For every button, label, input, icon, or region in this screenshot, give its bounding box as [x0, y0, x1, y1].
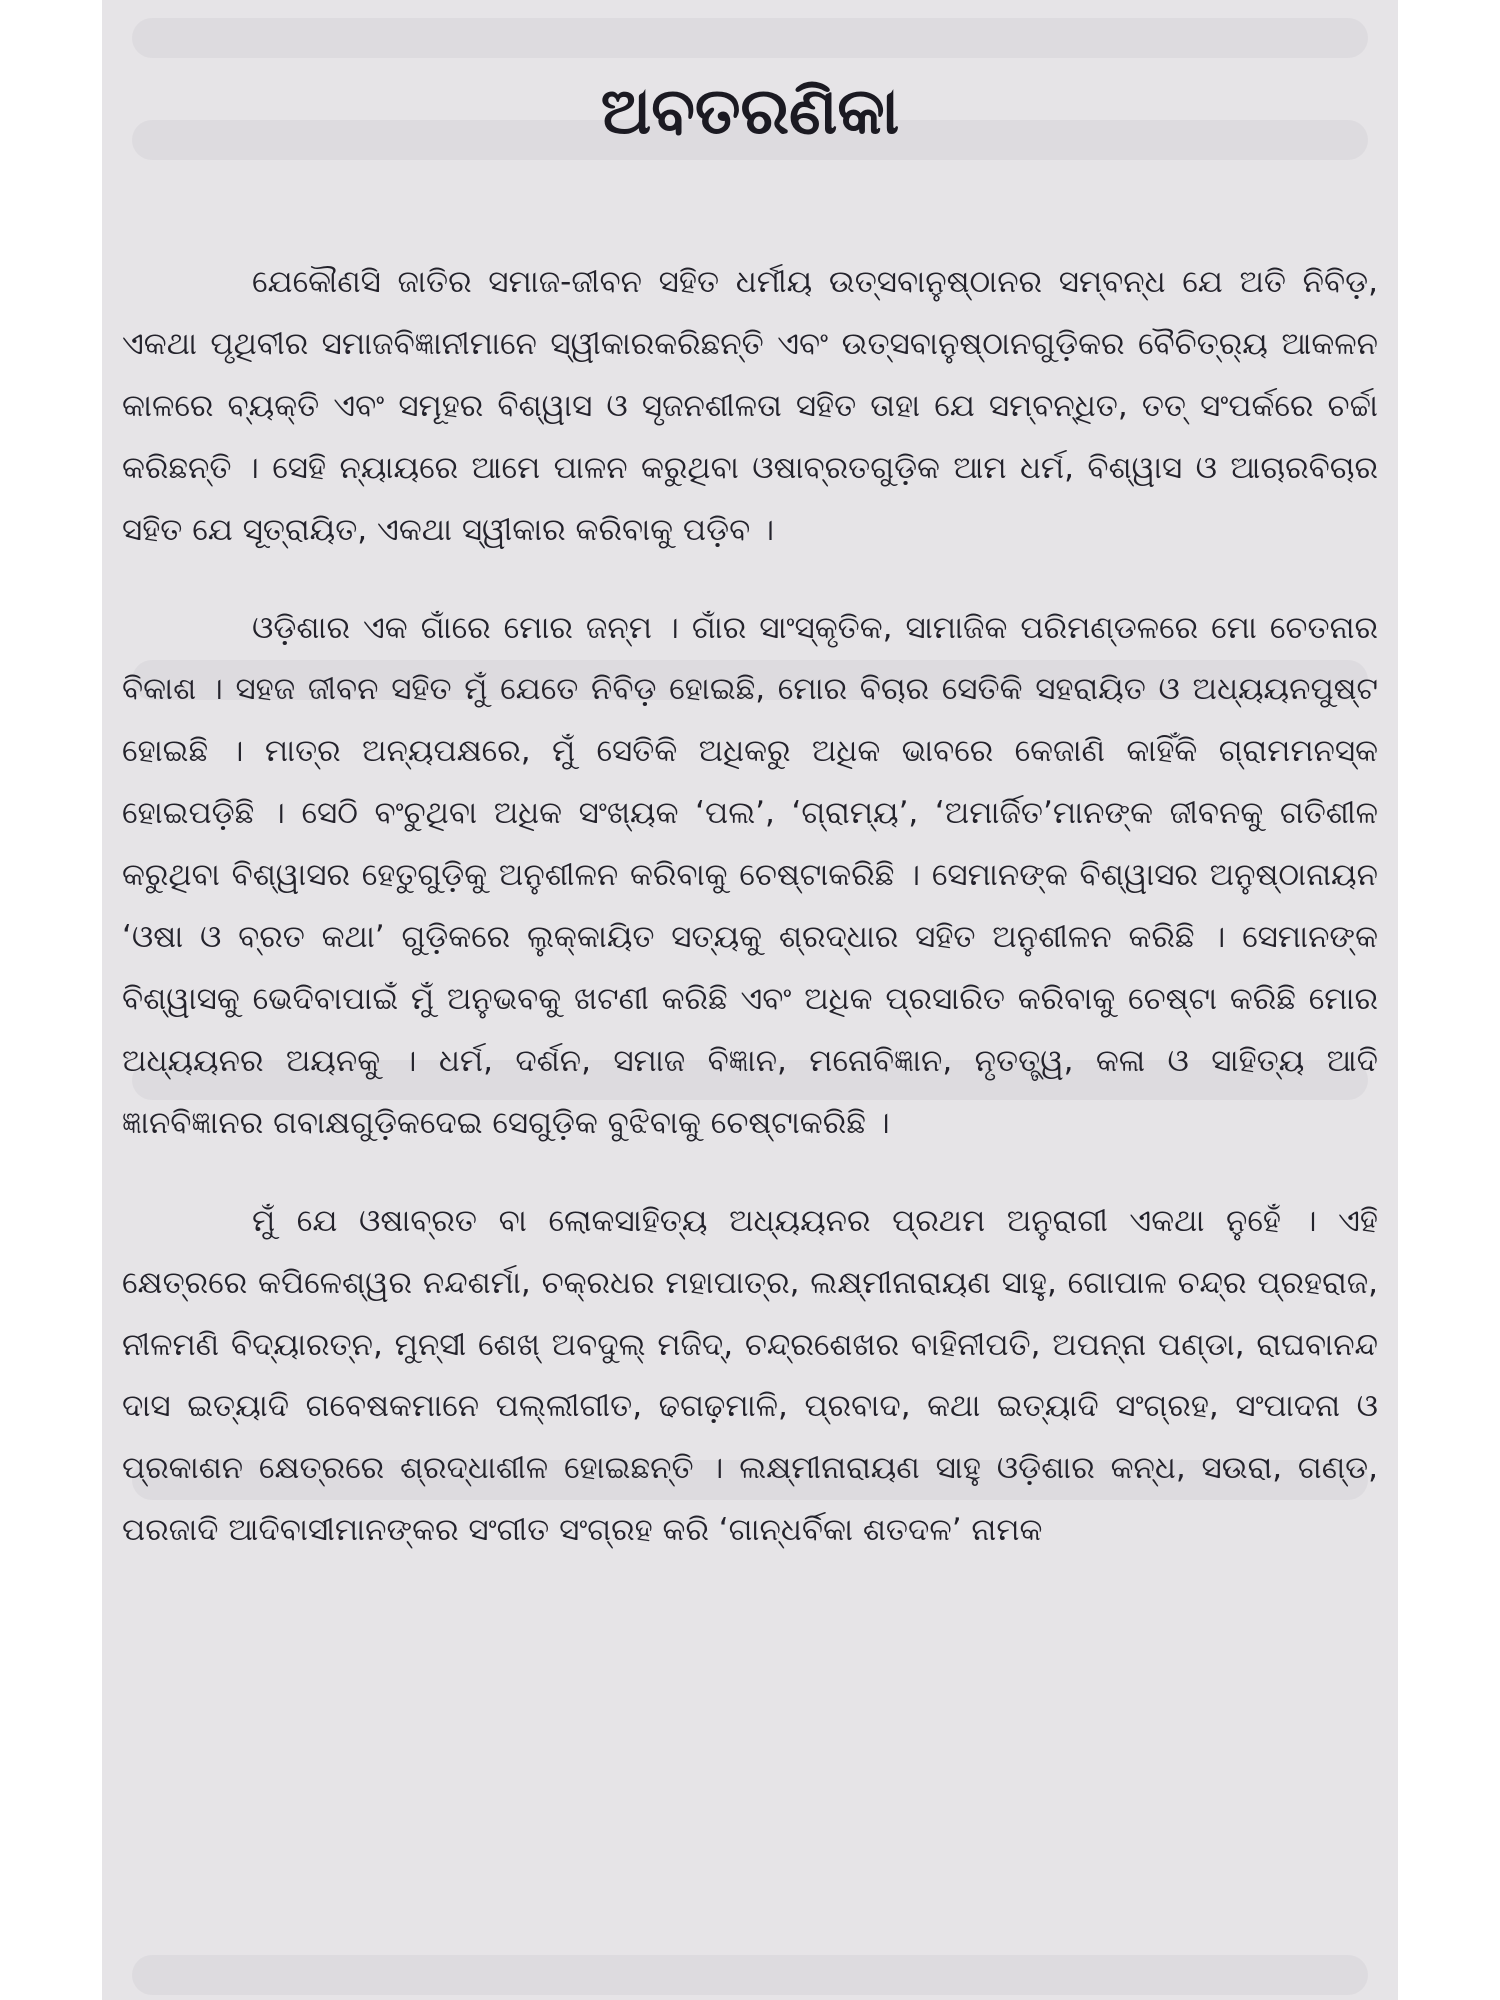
body-text: [122, 252, 1378, 1562]
bleed-through-texture: [132, 18, 1368, 58]
paragraph: ମୁଁ ଯେ ଓଷାବ୍ରତ ବା ଲୋକସାହିତ୍ୟ ଅଧ୍ୟୟନର ପ୍ରଥମ ଅନୁରାଗୀ ଏକଥା ନୁହେଁ । ଏହି କ୍ଷେତ୍ରରେ କପିଳେଶ୍ୱର ନନ୍ଦଶର୍ମା, ଚକ୍ରଧର ମହାପାତ୍ର, ଲକ୍ଷ୍ମୀନାରାୟଣ ସାହୁ, ଗୋପାଳ ଚନ୍ଦ୍ର ପ୍ରହରାଜ, ନୀଳମଣି ବିଦ୍ୟାରତ୍ନ, ମୁନ୍‌ସୀ ଶେଖ୍ ଅବଦୁଲ୍ ମଜିଦ୍, ଚନ୍ଦ୍ରଶେଖର ବାହିନୀପତି, ଅପନ୍ନା ପଣ୍ଡା, ରାଘବାନନ୍ଦ ଦାସ ଇତ୍ୟାଦି ଗବେଷକମାନେ ପଲ୍ଲୀଗୀତ, ଢଗଢ଼ମାଳି, ପ୍ରବାଦ, କଥା ଇତ୍ୟାଦି ସଂଗ୍ରହ, ସଂପାଦନା ଓ ପ୍ରକାଶନ କ୍ଷେତ୍ରରେ ଶ୍ରଦ୍ଧାଶୀଳ ହୋଇଛନ୍ତି । ଲକ୍ଷ୍ମୀନାରାୟଣ ସାହୁ ଓଡ଼ିଶାର କନ୍ଧ, ସଉରା, ଗଣ୍ଡ, ପରଜାଦି ଆଦିବାସୀମାନଙ୍କର ସଂଗୀତ ସଂଗ୍ରହ କରି ‘ଗାନ୍ଧର୍ବିକା ଶତଦଳ’ ନାମକ: [122, 1202, 1378, 1549]
paragraph: ଓଡ଼ିଶାର ଏକ ଗାଁରେ ମୋର ଜନ୍ମ । ଗାଁର ସାଂସ୍କୃତିକ, ସାମାଜିକ ପରିମଣ୍ଡଳରେ ମୋ ଚେତନାର ବିକାଶ । ସହଜ ଜୀବନ ସହିତ ମୁଁ ଯେତେ ନିବିଡ଼ ହୋଇଛି, ମୋର ବିଚାର ସେତିକି ସହରାୟିତ ଓ ଅଧ୍ୟୟନପୁଷ୍ଟ ହୋଇଛି । ମାତ୍ର ଅନ୍ୟପକ୍ଷରେ, ମୁଁ ସେତିକି ଅଧିକରୁ ଅଧିକ ଭାବରେ କେଜାଣି କାହିଁକି ଗ୍ରାମମନସ୍କ ହୋଇପଡ଼ିଛି । ସେଠି ବଂଚୁଥିବା ଅଧିକ ସଂଖ୍ୟକ ‘ପଲ’, ‘ଗ୍ରାମ୍ୟ’, ‘ଅମାର୍ଜିତ’ମାନଙ୍କ ଜୀବନକୁ ଗତିଶୀଳ କରୁଥିବା ବିଶ୍ୱାସର ହେତୁଗୁଡ଼ିକୁ ଅନୁଶୀଳନ କରିବାକୁ ଚେଷ୍ଟାକରିଛି । ସେମାନଙ୍କ ବିଶ୍ୱାସର ଅନୁଷ୍ଠାନାୟନ ‘ଓଷା ଓ ବ୍ରତ କଥା’ ଗୁଡ଼ିକରେ ଲୁକ୍‌କାୟିତ ସତ୍ୟକୁ ଶ୍ରଦ୍ଧାର ସହିତ ଅନୁଶୀଳନ କରିଛି । ସେମାନଙ୍କ ବିଶ୍ୱାସକୁ ଭେଦିବାପାଇଁ ମୁଁ ଅନୁଭବକୁ ଖଟଣୀ କରିଛି ଏବଂ ଅଧିକ ପ୍ରସାରିତ କରିବାକୁ ଚେଷ୍ଟା କରିଛି ମୋର ଅଧ୍ୟୟନର ଅୟନକୁ । ଧର୍ମ, ଦର୍ଶନ, ସମାଜ ବିଜ୍ଞାନ, ମନୋବିଜ୍ଞାନ, ନୃତତ୍ତ୍ୱ, କଳା ଓ ସାହିତ୍ୟ ଆଦି ଜ୍ଞାନବିଜ୍ଞାନର ଗବାକ୍ଷଗୁଡ଼ିକଦେଇ ସେଗୁଡ଼ିକ ବୁଝିବାକୁ ଚେଷ୍ଟାକରିଛି ।: [122, 609, 1378, 1141]
paragraph: ଯେକୌଣସି ଜାତିର ସମାଜ-ଜୀବନ ସହିତ ଧର୍ମୀୟ ଉତ୍ସବାନୁଷ୍ଠାନର ସମ୍ବନ୍ଧ ଯେ ଅତି ନିବିଡ଼, ଏକଥା ପୃଥିବୀର ସମାଜବିଜ୍ଞାନୀମାନେ ସ୍ୱୀକାରକରିଛନ୍ତି ଏବଂ ଉତ୍ସବାନୁଷ୍ଠାନଗୁଡ଼ିକର ବୈଚିତ୍ର୍ୟ ଆକଳନ କାଳରେ ବ୍ୟକ୍ତି ଏବଂ ସମୂହର ବିଶ୍ୱାସ ଓ ସୃଜନଶୀଳତା ସହିତ ତାହା ଯେ ସମ୍ବନ୍ଧିତ, ତତ୍ ସଂପର୍କରେ ଚର୍ଚ୍ଚା କରିଛନ୍ତି । ସେହି ନ୍ୟାୟରେ ଆମେ ପାଳନ କରୁଥିବା ଓଷାବ୍ରତଗୁଡ଼ିକ ଆମ ଧର୍ମ, ବିଶ୍ୱାସ ଓ ଆଚାରବିଚାର ସହିତ ଯେ ସୂତ୍ରାୟିତ, ଏକଥା ସ୍ୱୀକାର କରିବାକୁ ପଡ଼ିବ ।: [122, 264, 1378, 548]
page-title: ଅବତରଣିକା: [600, 75, 900, 149]
book-page: [102, 0, 1398, 2000]
bleed-through-texture: [132, 1955, 1368, 1995]
